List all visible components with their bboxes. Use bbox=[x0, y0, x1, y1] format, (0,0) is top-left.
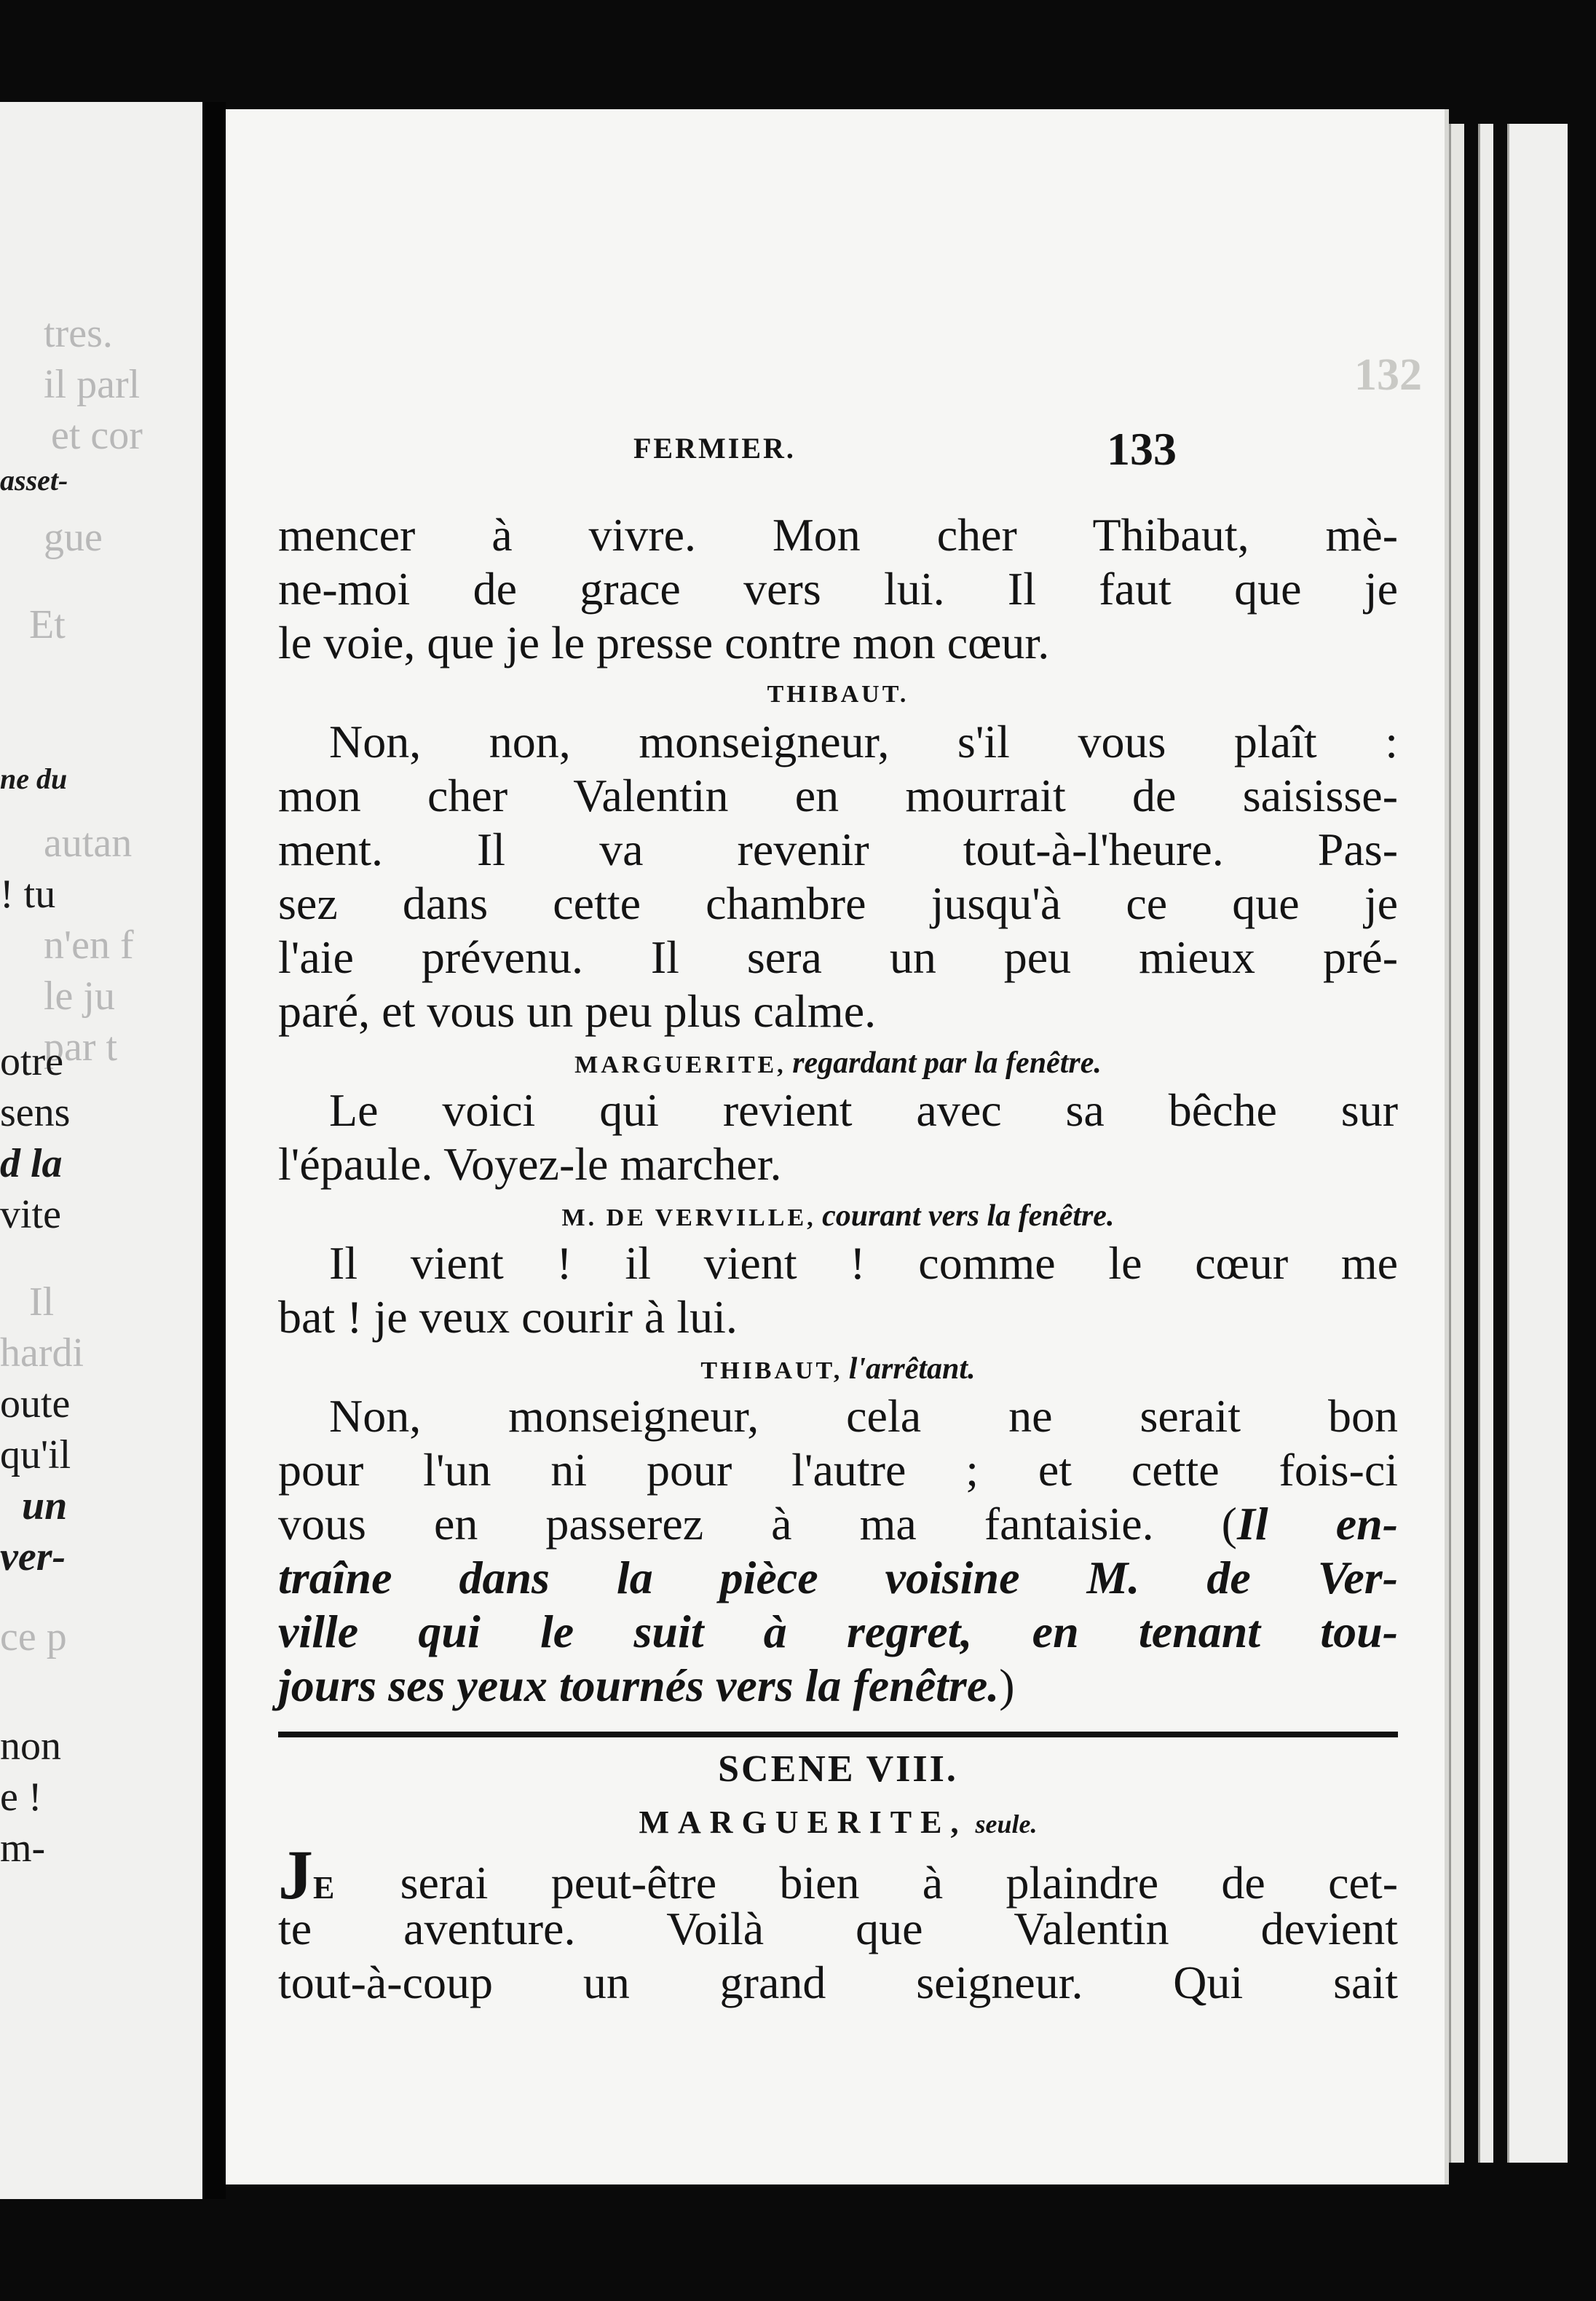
left-fragment: d la bbox=[0, 1141, 63, 1186]
left-fragment: autan bbox=[44, 821, 133, 866]
text-line: Non, monseigneur, cela ne serait bon bbox=[329, 1390, 1398, 1442]
text-line: tout-à-coup un grand seigneur. Qui sait bbox=[278, 1957, 1398, 2008]
left-fragment: Et bbox=[29, 602, 66, 647]
left-fragment: un bbox=[22, 1483, 68, 1528]
left-fragment: ne du bbox=[0, 762, 68, 795]
left-fragment: hardi bbox=[0, 1330, 84, 1376]
drop-cap: J bbox=[278, 1836, 313, 1914]
page-edge bbox=[1449, 124, 1464, 2163]
text-line: mencer à vivre. Mon cher Thibaut, mè- bbox=[278, 509, 1398, 561]
left-fragment: gue bbox=[44, 515, 103, 560]
text-line: l'aie prévenu. Il sera un peu mieux pré- bbox=[278, 931, 1398, 983]
page-edge bbox=[1507, 124, 1568, 2163]
stage-direction: jours ses yeux tournés vers la fenêtre. bbox=[278, 1659, 1000, 1711]
speaker-label bbox=[278, 1043, 1398, 1084]
show-through-page-number: 132 bbox=[1354, 350, 1422, 400]
text-line bbox=[278, 1497, 1398, 1551]
left-fragment: sens bbox=[0, 1090, 71, 1135]
left-fragment: asset- bbox=[0, 464, 68, 497]
left-fragment: et cor bbox=[51, 413, 143, 458]
stage-direction: Il en- bbox=[1236, 1498, 1399, 1550]
text-segment: vous en passerez à ma fantaisie. ( bbox=[278, 1498, 1237, 1550]
left-fragment: non bbox=[0, 1724, 61, 1769]
text-line: paré, et vous un peu plus calme. bbox=[278, 985, 877, 1037]
text-line: le voie, que je le presse contre mon cœur. bbox=[278, 617, 1050, 668]
scene-divider bbox=[278, 1732, 1398, 1737]
text-line: mon cher Valentin en mourrait de saisisse- bbox=[278, 770, 1398, 821]
page-edge bbox=[1478, 124, 1493, 2163]
scene-title: SCENE VIII. bbox=[718, 1748, 958, 1790]
left-fragment: n'en f bbox=[44, 923, 134, 968]
running-title: FERMIER. bbox=[633, 432, 796, 465]
text-line bbox=[278, 1836, 1398, 1914]
text-line: pour l'un ni pour l'autre ; et cette fois-ci bbox=[278, 1444, 1398, 1496]
left-fragment: ! tu bbox=[0, 872, 56, 917]
page-text bbox=[278, 508, 1398, 2010]
speaker-name: MARGUERITE, bbox=[639, 1804, 968, 1840]
left-fragment: Il bbox=[29, 1279, 55, 1325]
text-line bbox=[278, 1659, 1398, 1713]
speaker-label bbox=[278, 674, 1398, 715]
speaker-name: MARGUERITE, bbox=[574, 1051, 786, 1078]
book-page bbox=[226, 109, 1449, 2184]
text-line: Le voici qui revient avec sa bêche sur bbox=[329, 1084, 1398, 1136]
left-fragment: m- bbox=[0, 1826, 46, 1871]
left-fragment: e ! bbox=[0, 1775, 42, 1820]
text-segment: ) bbox=[999, 1659, 1015, 1711]
stage-direction-line: ville qui le suit à regret, en tenant tou- bbox=[278, 1606, 1398, 1657]
left-fragment: par t bbox=[44, 1025, 118, 1070]
speaker-label bbox=[278, 1349, 1398, 1389]
left-fragment: vite bbox=[0, 1192, 61, 1237]
text-line: bat ! je veux courir à lui. bbox=[278, 1291, 738, 1343]
text-line: l'épaule. Voyez-le marcher. bbox=[278, 1138, 782, 1190]
stage-direction-line: traîne dans la pièce voisine M. de Ver- bbox=[278, 1552, 1398, 1603]
left-fragment: oute bbox=[0, 1381, 71, 1426]
previous-page-fragment bbox=[0, 102, 202, 2199]
stage-direction: seule. bbox=[975, 1809, 1038, 1839]
text-line: sez dans cette chambre jusqu'à ce que je bbox=[278, 877, 1398, 929]
text-segment: serai peut-être bien à plaindre de cet- bbox=[337, 1857, 1398, 1909]
left-fragment: le ju bbox=[44, 974, 115, 1019]
speaker-label bbox=[278, 1196, 1398, 1236]
stage-direction: regardant par la fenêtre. bbox=[792, 1046, 1102, 1080]
page-header bbox=[226, 422, 1449, 488]
speaker-name: M. DE VERVILLE, bbox=[561, 1204, 816, 1231]
stage-direction: courant vers la fenêtre. bbox=[822, 1199, 1115, 1233]
speaker-name: THIBAUT. bbox=[767, 681, 909, 708]
text-line: ment. Il va revenir tout-à-l'heure. Pas- bbox=[278, 824, 1398, 875]
text-line: te aventure. Voilà que Valentin devient bbox=[278, 1903, 1398, 1954]
text-line: ne-moi de grace vers lui. Il faut que je bbox=[278, 563, 1398, 615]
text-line: Il vient ! il vient ! comme le cœur me bbox=[329, 1237, 1398, 1289]
left-fragment: tres. bbox=[44, 311, 113, 356]
left-fragment: il parl bbox=[44, 362, 141, 407]
left-fragment: ce p bbox=[0, 1614, 67, 1659]
book-gutter bbox=[202, 102, 226, 2199]
left-fragment: qu'il bbox=[0, 1432, 71, 1477]
left-fragment: otre bbox=[0, 1039, 64, 1084]
speaker-label bbox=[278, 1797, 1398, 1848]
text-line: Non, non, monseigneur, s'il vous plaît : bbox=[329, 716, 1398, 767]
speaker-name: THIBAUT, bbox=[700, 1357, 843, 1384]
page-number: 133 bbox=[1107, 423, 1177, 475]
stage-direction: l'arrêtant. bbox=[848, 1352, 976, 1386]
small-caps: E bbox=[313, 1870, 338, 1906]
left-fragment: ver- bbox=[0, 1534, 66, 1579]
